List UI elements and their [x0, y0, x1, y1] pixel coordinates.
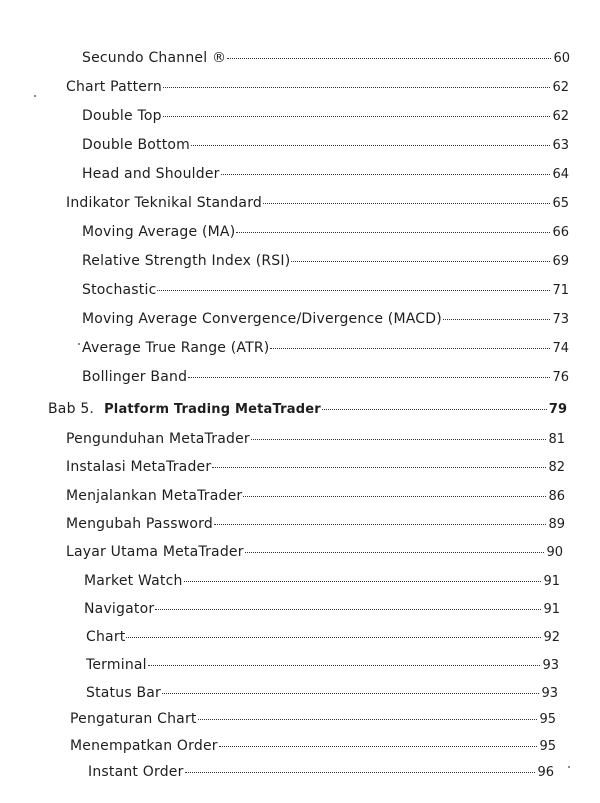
toc-entry-title: Menempatkan Order [70, 738, 218, 754]
dot-leader [163, 87, 551, 88]
toc-entry-page-number: 91 [543, 574, 560, 589]
toc-entry-menjalankan-metatrader [66, 486, 565, 506]
toc-entry-chart [86, 627, 560, 647]
dot-leader [214, 524, 547, 525]
dot-leader [157, 290, 550, 291]
dot-leader [270, 348, 550, 349]
toc-entry-title: Pengaturan Chart [70, 711, 197, 727]
toc-entry-moving-average [82, 222, 569, 242]
toc-entry-title: Instant Order [88, 764, 184, 780]
dot-leader [245, 552, 545, 553]
dot-leader [212, 467, 546, 468]
dot-leader [227, 58, 551, 59]
dot-leader [243, 496, 546, 497]
toc-entry-title: Moving Average Convergence/Divergence (MACD) [82, 311, 442, 327]
toc-entry-title: Layar Utama MetaTrader [66, 544, 244, 560]
dot-leader [185, 772, 536, 773]
toc-entry-page-number: 82 [548, 460, 565, 475]
dot-leader [191, 145, 550, 146]
toc-entry-head-and-shoulder [82, 164, 569, 184]
dot-leader [251, 439, 547, 440]
toc-entry-title: Indikator Teknikal Standard [66, 195, 263, 211]
scan-speck [78, 343, 80, 345]
dot-leader [162, 693, 539, 694]
toc-entry-page-number: 62 [552, 109, 569, 124]
toc-entry-page-number: 64 [552, 167, 569, 182]
toc-entry-instalasi-metatrader [66, 457, 565, 477]
toc-entry-title: Terminal [86, 657, 147, 673]
toc-entry-bollinger-band [82, 367, 569, 387]
dot-leader [221, 174, 551, 175]
dot-leader [163, 116, 551, 117]
toc-entry-layar-utama-metatrader [66, 542, 563, 562]
toc-entry-macd [82, 309, 569, 329]
toc-entry-title: Head and Shoulder [82, 166, 220, 182]
chapter-label: Bab 5. [48, 401, 95, 417]
dot-leader [184, 581, 542, 582]
toc-entry-page-number: 63 [552, 138, 569, 153]
toc-entry-double-bottom [82, 135, 569, 155]
dot-leader [148, 665, 541, 666]
toc-entry-instant-order [88, 762, 554, 782]
toc-entry-page-number: 79 [548, 402, 567, 417]
scan-speck [34, 95, 36, 97]
dot-leader [443, 319, 551, 320]
toc-entry-title: Stochastic [82, 282, 157, 298]
toc-entry-secundo-channel [82, 48, 570, 68]
toc-entry-page-number: 66 [552, 225, 569, 240]
toc-entry-title: Moving Average (MA) [82, 224, 236, 240]
toc-entry-page-number: 92 [543, 630, 560, 645]
toc-entry-stochastic [82, 280, 569, 300]
toc-entry-indikator-teknikal-standard [66, 193, 569, 213]
toc-entry-page-number: 76 [552, 370, 569, 385]
toc-entry-page-number: 91 [543, 602, 560, 617]
toc-entry-menempatkan-order [70, 736, 556, 756]
toc-entry-title: Pengunduhan MetaTrader [66, 431, 250, 447]
toc-entry-page-number: 69 [552, 254, 569, 269]
toc-entry-title: Double Top [82, 108, 162, 124]
toc-entry-page-number: 71 [552, 283, 569, 298]
dot-leader [263, 203, 550, 204]
chapter-title: Platform Trading MetaTrader [104, 402, 321, 417]
dot-leader [126, 637, 541, 638]
toc-entry-terminal [86, 655, 559, 675]
scan-speck [568, 766, 570, 768]
dot-leader [291, 261, 550, 262]
dot-leader [155, 609, 541, 610]
toc-entry-navigator [84, 599, 560, 619]
toc-entry-title: Chart [86, 629, 126, 645]
toc-entry-market-watch [84, 571, 560, 591]
toc-entry-page-number: 60 [553, 51, 570, 66]
toc-entry-title: Navigator [84, 601, 155, 617]
toc-entry-page-number: 95 [539, 712, 556, 727]
toc-entry-page-number: 73 [552, 312, 569, 327]
dot-leader [322, 409, 547, 410]
toc-entry-rsi [82, 251, 569, 271]
dot-leader [198, 719, 538, 720]
toc-entry-title: Bollinger Band [82, 369, 188, 385]
toc-entry-pengunduhan-metatrader [66, 429, 565, 449]
toc-entry-title: Double Bottom [82, 137, 191, 153]
toc-chapter-heading [48, 399, 321, 420]
toc-entry-title: Menjalankan MetaTrader [66, 488, 243, 504]
toc-entry-title: Average True Range (ATR) [82, 340, 270, 356]
toc-entry-page-number: 89 [548, 517, 565, 532]
toc-entry-page-number: 93 [541, 686, 558, 701]
toc-entry-page-number: 96 [537, 765, 554, 780]
dot-leader [236, 232, 550, 233]
toc-entry-page-number: 74 [552, 341, 569, 356]
toc-entry-page-number: 90 [546, 545, 563, 560]
dot-leader [188, 377, 550, 378]
toc-entry-page-number: 86 [548, 489, 565, 504]
toc-entry-title: Relative Strength Index (RSI) [82, 253, 291, 269]
toc-entry-atr [82, 338, 569, 358]
toc-entry-page-number: 65 [552, 196, 569, 211]
toc-entry-page-number: 81 [548, 432, 565, 447]
toc-entry-page-number: 93 [542, 658, 559, 673]
toc-entry-pengaturan-chart [70, 709, 556, 729]
toc-entry-chart-pattern [66, 77, 569, 97]
toc-entry-title: Status Bar [86, 685, 162, 701]
toc-entry-status-bar [86, 683, 558, 703]
toc-entry-title: Market Watch [84, 573, 183, 589]
toc-entry-double-top [82, 106, 569, 126]
toc-entry-title: Chart Pattern [66, 79, 162, 95]
toc-chapter-bab-5 [48, 399, 567, 419]
toc-entry-page-number: 62 [552, 80, 569, 95]
toc-entry-title: Instalasi MetaTrader [66, 459, 212, 475]
toc-entry-title: Mengubah Password [66, 516, 213, 532]
dot-leader [219, 746, 538, 747]
toc-entry-page-number: 95 [539, 739, 556, 754]
toc-entry-mengubah-password [66, 514, 565, 534]
toc-entry-title: Secundo Channel ® [82, 50, 227, 66]
